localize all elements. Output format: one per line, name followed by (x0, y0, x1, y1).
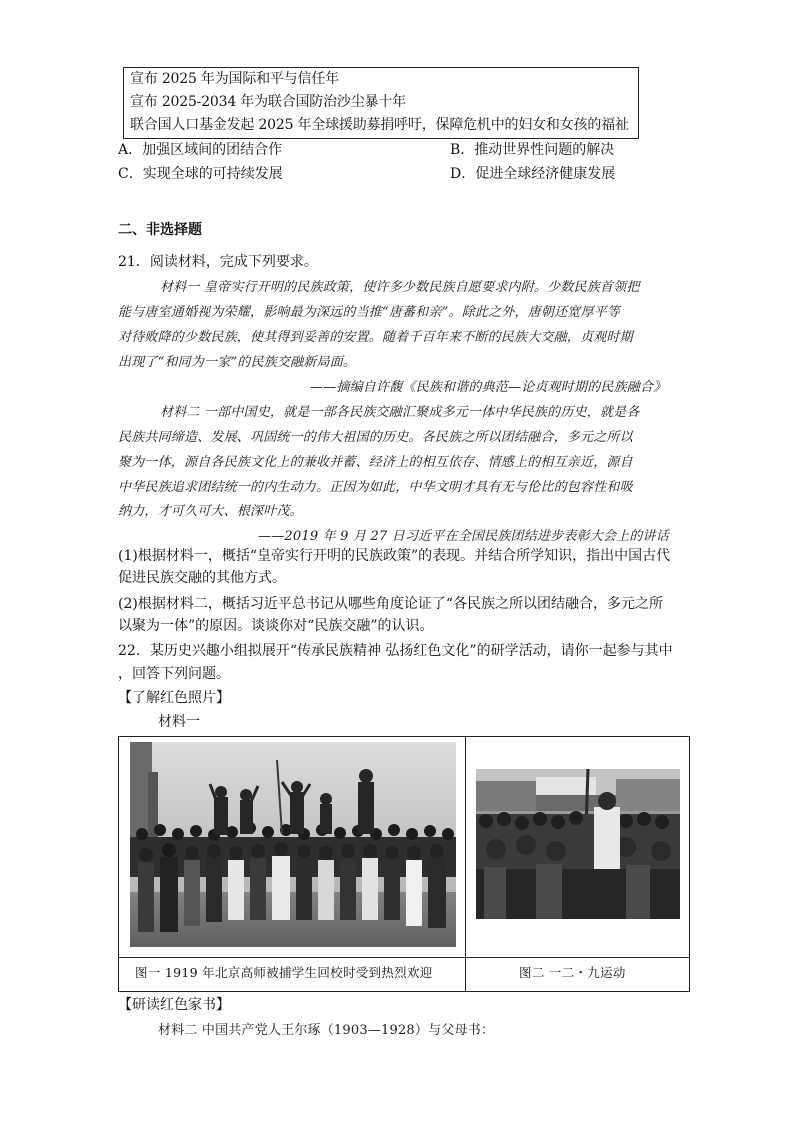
q21-sub2-line: 以聚为一体”的原因。谈谈你对“民族交融”的认识。 (118, 618, 434, 634)
q21-material1-line: 材料一 皇帝实行开明的民族政策，使许多少数民族自愿要求内附。少数民族首领把 (160, 280, 640, 295)
q22-stem-line: 22．某历史兴趣小组拟展开“传承民族精神 弘扬红色文化”的研学活动，请你一起参与其中 (118, 643, 673, 659)
q21-source2: ——2019 年 9 月 27 日习近平在全国民族团结进步表彰大会上的讲话 (258, 529, 669, 544)
q21-material2-line: 纳力，才可久可大、根深叶茂。 (118, 504, 303, 519)
table-divider (465, 737, 466, 991)
events-box-line: 宣布 2025 年为国际和平与信任年 (130, 71, 339, 87)
option-c: C．实现全球的可持续发展 (118, 166, 283, 182)
table-divider (119, 957, 689, 958)
photo-caption-2: 图二 一二・九运动 (519, 965, 626, 980)
q21-material1-line: 对待败降的少数民族，使其得到妥善的安置。随着千百年来不断的民族大交融，贞观时期 (118, 330, 633, 345)
q22-material1-label: 材料一 (158, 714, 200, 730)
q21-stem: 21．阅读材料，完成下列要求。 (118, 254, 318, 270)
q22-stem-line: ，回答下列问题。 (118, 666, 230, 682)
q21-material2-line: 中华民族追求团结统一的内生动力。正因为如此，中华文明才具有无与伦比的包容性和吸 (118, 480, 633, 495)
events-box (123, 67, 639, 139)
q22-section-letters: 【研读红色家书】 (118, 997, 230, 1013)
q21-material2-line: 材料二 一部中国史，就是一部各民族交融汇聚成多元一体中华民族的历史，就是各 (160, 405, 640, 420)
photo-december-9th-movement-image (476, 769, 680, 919)
q21-material1-line: 出现了“和同为一家”的民族交融新局面。 (118, 355, 357, 370)
photo-december-9th-movement (476, 769, 680, 919)
q21-source1: ——摘编自许馥《民族和谐的典范—论贞观时期的民族融合》 (310, 380, 667, 395)
events-box-line: 宣布 2025-2034 年为联合国防治沙尘暴十年 (130, 94, 406, 110)
q21-material2-line: 民族共同缔造、发展、巩固统一的伟大祖国的历史。各民族之所以团结融合，多元之所以 (118, 430, 633, 445)
q21-sub1-line: (1)根据材料一，概括“皇帝实行开明的民族政策”的表现。并结合所学知识，指出中国古代 (118, 548, 671, 564)
q21-material1-line: 能与唐室通婚视为荣耀，影响最为深远的当推“唐蕃和亲”。除此之外，唐朝还宽厚平等 (118, 305, 621, 320)
q21-material2-line: 聚为一体，源自各民族文化上的兼收并蓄、经济上的相互依存、情感上的相互亲近，源自 (118, 455, 633, 470)
photo-caption-1: 图一 1919 年北京高师被捕学生回校时受到热烈欢迎 (135, 965, 433, 980)
option-a: A．加强区域间的团结合作 (118, 142, 283, 158)
q22-section-photos: 【了解红色照片】 (118, 690, 230, 706)
q22-material2-intro: 材料二 中国共产党人王尔琢（1903—1928）与父母书： (158, 1023, 495, 1038)
q21-sub2-line: (2)根据材料二，概括习近平总书记从哪些角度论证了“各民族之所以团结融合，多元之所 (118, 596, 663, 612)
section-title: 二、非选择题 (118, 222, 202, 238)
photo-students-welcome (130, 742, 456, 947)
photo-table (118, 736, 690, 992)
option-d: D．促进全球经济健康发展 (450, 166, 616, 182)
q21-sub1-line: 促进民族交融的其他方式。 (118, 570, 286, 586)
option-b: B．推动世界性问题的解决 (450, 142, 615, 158)
photo-students-welcome-image (130, 742, 456, 947)
events-box-line: 联合国人口基金发起 2025 年全球援助募捐呼吁，保障危机中的妇女和女孩的福祉 (130, 117, 629, 133)
